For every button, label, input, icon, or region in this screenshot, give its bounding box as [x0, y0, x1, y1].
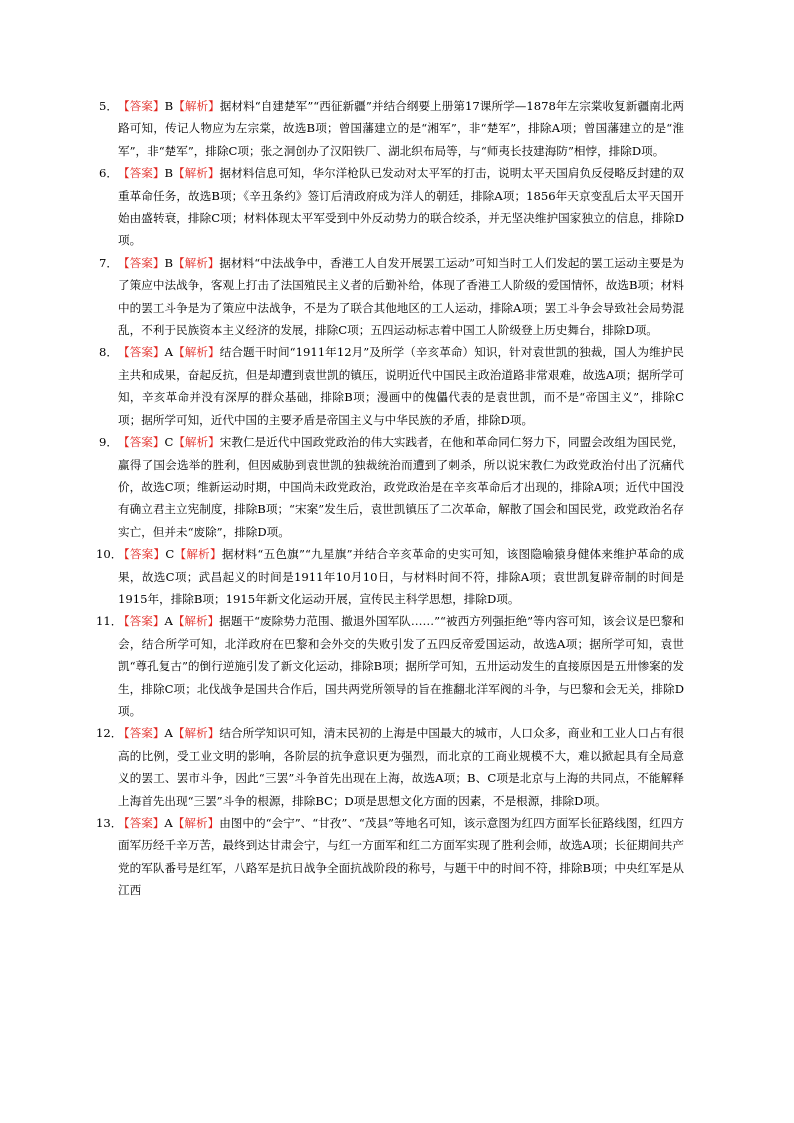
item-number: 10．: [96, 547, 123, 562]
item-number: 5．: [99, 99, 118, 113]
item-number: 9．: [99, 435, 118, 450]
answer-choice: B: [164, 99, 174, 113]
answer-label: 【答案】: [118, 166, 165, 181]
answer-label: 【答案】: [118, 547, 166, 562]
item-body: [118, 341, 684, 431]
item-number: 7．: [99, 255, 118, 270]
analysis-text: 结合所学知识可知，清末民初的上海是中国最大的城市，人口众多，商业和工业人口占有很高的比例，受工业文明的影响，各阶层的抗争意识更为强烈，而北京的工商业规模不大，难以掀起具有全局意义的罢工、罢市斗争，因此“三罢”斗争首先出现在上海，故选A项；B、C项是北京与上海的共同点，不能解释上海首先出现“三罢”斗争的根源，排除BC；D项是思想文化方面的因素，不是根源，排除D项。: [118, 726, 684, 808]
item-body: [118, 252, 684, 342]
analysis-text: 据材料“自建楚军”“西征新疆”并结合纲要上册第17课所学—1878年左宗棠收复新疆南北两路可知，传记人物应为左宗棠，故选B项；曾国藩建立的是“湘军”，非“楚军”，排除A项；曾国藩建立的是“淮军”，非“楚军”，排除C项；张之洞创办了汉阳铁厂、湖北织布局等，与“师夷长技建海防”相悖，排除D项。: [118, 99, 684, 158]
answer-choice: A: [164, 614, 173, 629]
answer-choice: A: [164, 816, 173, 830]
item-body: [118, 610, 684, 722]
answer-item-10: [96, 543, 684, 610]
analysis-text: 宋教仁是近代中国政党政治的伟大实践者，在他和革命同仁努力下，同盟会改组为国民党，赢得了国会选举的胜利，但因威胁到袁世凯的独裁统治而遭到了刺杀，所以说宋教仁为政党政治付出了沉痛代价，故选C项；维新运动时期，中国尚未政党政治，政党政治是在辛亥革命后才出现的，排除A项；近代中国没有确立君主立宪制度，排除B项；“宋案”发生后，袁世凯镇压了二次革命，解散了国会和国民党，政党政治名存实亡，但并未“废除”，排除D项。: [118, 435, 684, 539]
answer-choice: A: [164, 726, 173, 741]
answer-item-5: [99, 95, 684, 162]
item-number: 11．: [96, 614, 123, 629]
analysis-label: 【解析】: [173, 99, 220, 113]
answer-key-page: [96, 95, 684, 902]
answer-item-9: [99, 431, 684, 543]
answer-label: 【答案】: [118, 726, 165, 741]
answer-label: 【答案】: [118, 435, 165, 450]
item-number: 12．: [96, 726, 123, 741]
analysis-label: 【解析】: [172, 255, 220, 270]
item-body: [118, 162, 684, 252]
answer-label: 【答案】: [118, 255, 165, 270]
analysis-label: 【解析】: [172, 166, 220, 181]
answer-label: 【答案】: [118, 345, 165, 360]
analysis-label: 【解析】: [173, 345, 220, 360]
analysis-label: 【解析】: [173, 435, 220, 450]
analysis-label: 【解析】: [172, 614, 220, 629]
answer-item-8: [99, 341, 684, 431]
item-body: [118, 812, 684, 902]
answer-choice: B: [164, 166, 173, 181]
answer-choice: B: [164, 255, 173, 270]
answer-choice: A: [164, 345, 174, 360]
item-number: 13．: [96, 816, 123, 830]
answer-choice: C: [164, 435, 174, 450]
answer-label: 【答案】: [118, 614, 165, 629]
answer-label: 【答案】: [118, 816, 165, 830]
answer-item-11: [96, 610, 684, 722]
answer-item-7: [99, 252, 684, 342]
answer-item-13: [96, 812, 684, 902]
item-body: [118, 722, 684, 812]
analysis-text: 据题干“废除势力范围、撤退外国军队……”“被西方列强拒绝”等内容可知，该会议是巴黎和会，结合所学可知，北洋政府在巴黎和会外交的失败引发了五四反帝爱国运动，故选A项；据所学可知，袁世凯“尊孔复古”的倒行逆施引发了新文化运动，排除B项；据所学可知，五卅运动发生的直接原因是五卅惨案的发生，排除C项；北伐战争是国共合作后，国共两党所领导的旨在推翻北洋军阀的斗争，与巴黎和会无关，排除D项。: [118, 614, 684, 718]
analysis-text: 据材料“中法战争中，香港工人自发开展罢工运动”可知当时工人们发起的罢工运动主要是为了策应中法战争，客观上打击了法国殖民主义者的后勤补给，体现了香港工人阶级的爱国情怀，故选B项；材料中的罢工斗争是为了策应中法战争，不是为了联合其他地区的工人运动，排除A项；罢工斗争会导致社会局势混乱，不利于民族资本主义经济的发展，排除C项；五四运动标志着中国工人阶级登上历史舞台，排除D项。: [118, 255, 684, 338]
analysis-text: 由图中的“会宁”、“甘孜”、“茂县”等地名可知，该示意图为红四方面军长征路线图，红四方面军历经千辛万苦，最终到达甘肃会宁，与红一方面军和红二方面军实现了胜利会师，故选A项；长征期间共产党的军队番号是红军，八路军是抗日战争全面抗战阶段的称号，与题干中的时间不符，排除B项；中央红军是从江西: [118, 816, 684, 898]
item-body: [118, 95, 684, 162]
analysis-label: 【解析】: [172, 816, 220, 830]
analysis-text: 据材料信息可知，华尔洋枪队已发动对太平军的打击，说明太平天国肩负反侵略反封建的双重革命任务，故选B项；《辛丑条约》签订后清政府成为洋人的朝廷，排除A项；1856年天京变乱后太平天国开始由盛转衰，排除C项；材料体现太平军受到中外反动势力的联合绞杀，并无坚决维护国家独立的信息，排除D项。: [118, 166, 684, 248]
item-number: 8．: [99, 345, 118, 360]
item-body: [118, 543, 684, 610]
item-number: 6．: [99, 166, 118, 181]
answer-item-6: [99, 162, 684, 252]
item-body: [118, 431, 684, 543]
analysis-label: 【解析】: [174, 547, 222, 562]
analysis-text: 结合题干时间“1911年12月”及所学（辛亥革命）知识，针对袁世凯的独裁，国人为维护民主共和成果，奋起反抗，但是却遭到袁世凯的镇压，说明近代中国民主政治道路非常艰难，故选A项；据所学可知，辛亥革命并没有深厚的群众基础，排除B项；漫画中的傀儡代表的是袁世凯，而不是“帝国主义”，排除C项；据所学可知，近代中国的主要矛盾是帝国主义与中华民族的矛盾，排除D项。: [118, 345, 684, 427]
analysis-text: 据材料“五色旗”“九星旗”并结合辛亥革命的史实可知，该图隐喻猿身健体来维护革命的成果，故选C项；武昌起义的时间是1911年10月10日，与材料时间不符，排除A项；袁世凯复辟帝制的时间是1915年，排除B项；1915年新文化运动开展，宣传民主科学思想，排除D项。: [118, 547, 684, 606]
answer-choice: C: [165, 547, 175, 562]
analysis-label: 【解析】: [172, 726, 220, 741]
answer-item-12: [96, 722, 684, 812]
answer-label: 【答案】: [118, 99, 165, 113]
